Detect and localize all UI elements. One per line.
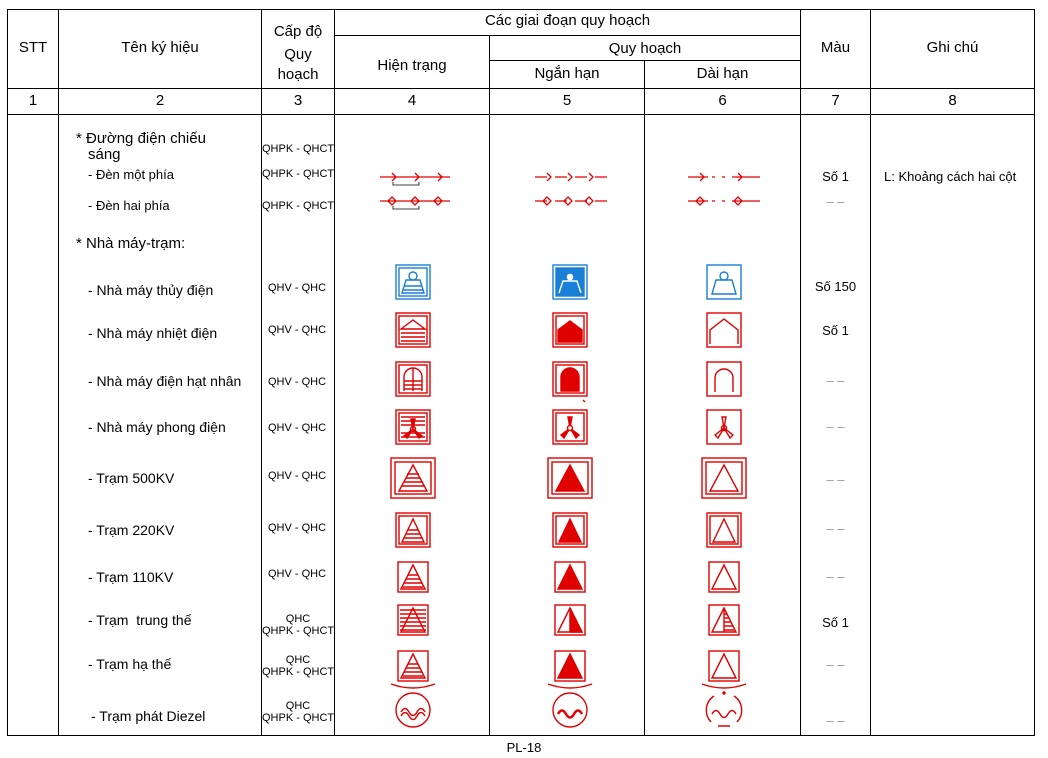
station-low-voltage-short-term-icon bbox=[548, 651, 592, 688]
header-quy-hoach: Quy hoạch bbox=[608, 40, 682, 57]
row-color: – – bbox=[826, 521, 845, 536]
header-ngan-han: Ngắn hạn bbox=[534, 65, 600, 82]
column-number: 8 bbox=[948, 92, 957, 109]
header-hien-trang: Hiện trạng bbox=[377, 57, 447, 74]
header-giai-doan: Các giai đoạn quy hoạch bbox=[484, 12, 651, 29]
row-color: – – bbox=[826, 194, 845, 209]
station-500kv-long-term-icon bbox=[702, 458, 746, 498]
group-lighting-level: QHPK - QHCT bbox=[262, 143, 335, 155]
row-level: QHV - QHC bbox=[268, 376, 327, 388]
header-cap-do-line2: Quy bbox=[284, 46, 312, 63]
row-level: QHC bbox=[285, 654, 311, 666]
station-110kv-existing-icon bbox=[398, 562, 428, 592]
row-level: QHV - QHC bbox=[268, 522, 327, 534]
row-name: - Trạm 220KV bbox=[88, 522, 175, 538]
row-level: QHPK - QHCT bbox=[262, 168, 335, 180]
row-color: – – bbox=[826, 657, 845, 672]
lamp-two-side-long-term-icon bbox=[688, 197, 760, 205]
row-level: QHPK - QHCT bbox=[262, 200, 335, 212]
header-mau: Màu bbox=[820, 39, 851, 56]
nuclear-plant-existing-icon bbox=[396, 362, 430, 396]
column-number: 1 bbox=[28, 92, 38, 109]
row-name: - Nhà máy phong điện bbox=[88, 419, 226, 435]
row-color: – – bbox=[826, 713, 845, 728]
row-color: Số 1 bbox=[822, 615, 849, 630]
lamp-one-side-short-term-icon bbox=[535, 173, 607, 181]
thermal-plant-existing-icon bbox=[396, 313, 430, 347]
station-110kv-short-term-icon bbox=[555, 562, 585, 592]
diesel-generator-short-term-icon bbox=[553, 693, 587, 727]
group-plants-title: * Nhà máy-trạm: bbox=[76, 235, 186, 252]
page-number: PL-18 bbox=[506, 740, 542, 755]
row-color: Số 150 bbox=[814, 279, 857, 294]
header-dai-han: Dài hạn bbox=[696, 65, 749, 82]
column-number: 5 bbox=[562, 92, 572, 109]
row-level: QHV - QHC bbox=[268, 282, 327, 294]
row-name: - Đèn hai phía bbox=[88, 198, 170, 213]
column-number: 3 bbox=[293, 92, 303, 109]
header-ten-ky-hieu: Tên ký hiệu bbox=[121, 39, 199, 56]
row-name: - Trạm 110KV bbox=[88, 569, 174, 585]
row-name: - Nhà máy nhiệt điện bbox=[88, 325, 218, 341]
lamp-two-side-existing-icon bbox=[380, 197, 450, 209]
row-color: – – bbox=[826, 419, 845, 434]
diesel-generator-long-term-icon bbox=[706, 692, 741, 726]
row-color: – – bbox=[826, 569, 845, 584]
header-cap-do-line3: hoạch bbox=[277, 66, 319, 83]
row-color: – – bbox=[826, 373, 845, 388]
station-500kv-short-term-icon bbox=[548, 458, 592, 498]
nuclear-plant-short-term-icon bbox=[553, 362, 587, 402]
diesel-generator-existing-icon bbox=[396, 693, 430, 727]
row-level: QHPK - QHCT bbox=[262, 625, 335, 637]
station-220kv-long-term-icon bbox=[707, 513, 741, 547]
group-lighting-title-cont: sáng bbox=[88, 146, 121, 163]
column-number: 7 bbox=[831, 92, 840, 109]
row-level: QHPK - QHCT bbox=[262, 666, 335, 678]
nuclear-plant-long-term-icon bbox=[707, 362, 741, 396]
lamp-two-side-short-term-icon bbox=[535, 197, 607, 205]
header-cap-do-line1: Cấp độ bbox=[273, 23, 323, 40]
row-name: - Trạm phát Diezel bbox=[91, 708, 206, 724]
header-stt: STT bbox=[18, 39, 48, 56]
station-low-voltage-long-term-icon bbox=[702, 651, 746, 688]
wind-plant-short-term-icon bbox=[553, 410, 587, 444]
lamp-one-side-long-term-icon bbox=[688, 173, 760, 181]
station-220kv-short-term-icon bbox=[553, 513, 587, 547]
row-level: QHPK - QHCT bbox=[262, 712, 335, 724]
station-500kv-existing-icon bbox=[391, 458, 435, 498]
hydro-plant-long-term-icon bbox=[707, 265, 741, 299]
row-level: QHV - QHC bbox=[268, 422, 327, 434]
row-color: – – bbox=[826, 472, 845, 487]
row-level: QHV - QHC bbox=[268, 568, 327, 580]
row-name: - Nhà máy điện hạt nhân bbox=[88, 373, 242, 389]
row-name: - Trạm hạ thế bbox=[88, 656, 172, 672]
row-level: QHV - QHC bbox=[268, 324, 327, 336]
row-note: L: Khoảng cách hai cột bbox=[884, 169, 1017, 184]
column-number: 6 bbox=[718, 92, 727, 109]
station-medium-voltage-long-term-icon bbox=[709, 605, 739, 635]
station-110kv-long-term-icon bbox=[709, 562, 739, 592]
lamp-one-side-existing-icon bbox=[380, 173, 450, 185]
station-220kv-existing-icon bbox=[396, 513, 430, 547]
row-color: Số 1 bbox=[822, 169, 849, 184]
thermal-plant-long-term-icon bbox=[707, 313, 741, 347]
row-name: - Trạm 500KV bbox=[88, 470, 175, 486]
row-color: Số 1 bbox=[822, 323, 849, 338]
row-name: - Trạm trung thế bbox=[88, 612, 192, 628]
row-level: QHC bbox=[285, 700, 311, 712]
group-lighting-title: * Đường điện chiếu bbox=[76, 130, 206, 147]
station-medium-voltage-short-term-icon bbox=[555, 605, 585, 635]
wind-plant-long-term-icon bbox=[707, 410, 741, 444]
row-name: - Nhà máy thủy điện bbox=[88, 282, 214, 298]
hydro-plant-existing-icon bbox=[396, 265, 430, 299]
row-name: - Đèn một phía bbox=[88, 167, 174, 182]
header-ghi-chu: Ghi chú bbox=[926, 39, 979, 56]
station-medium-voltage-existing-icon bbox=[398, 605, 428, 635]
hydro-plant-short-term-icon bbox=[553, 265, 587, 299]
row-level: QHV - QHC bbox=[268, 470, 327, 482]
column-number: 2 bbox=[155, 92, 165, 109]
wind-plant-existing-icon bbox=[396, 410, 430, 444]
thermal-plant-short-term-icon bbox=[553, 313, 587, 347]
row-level: QHC bbox=[285, 613, 311, 625]
station-low-voltage-existing-icon bbox=[391, 651, 435, 688]
column-number: 4 bbox=[407, 92, 417, 109]
